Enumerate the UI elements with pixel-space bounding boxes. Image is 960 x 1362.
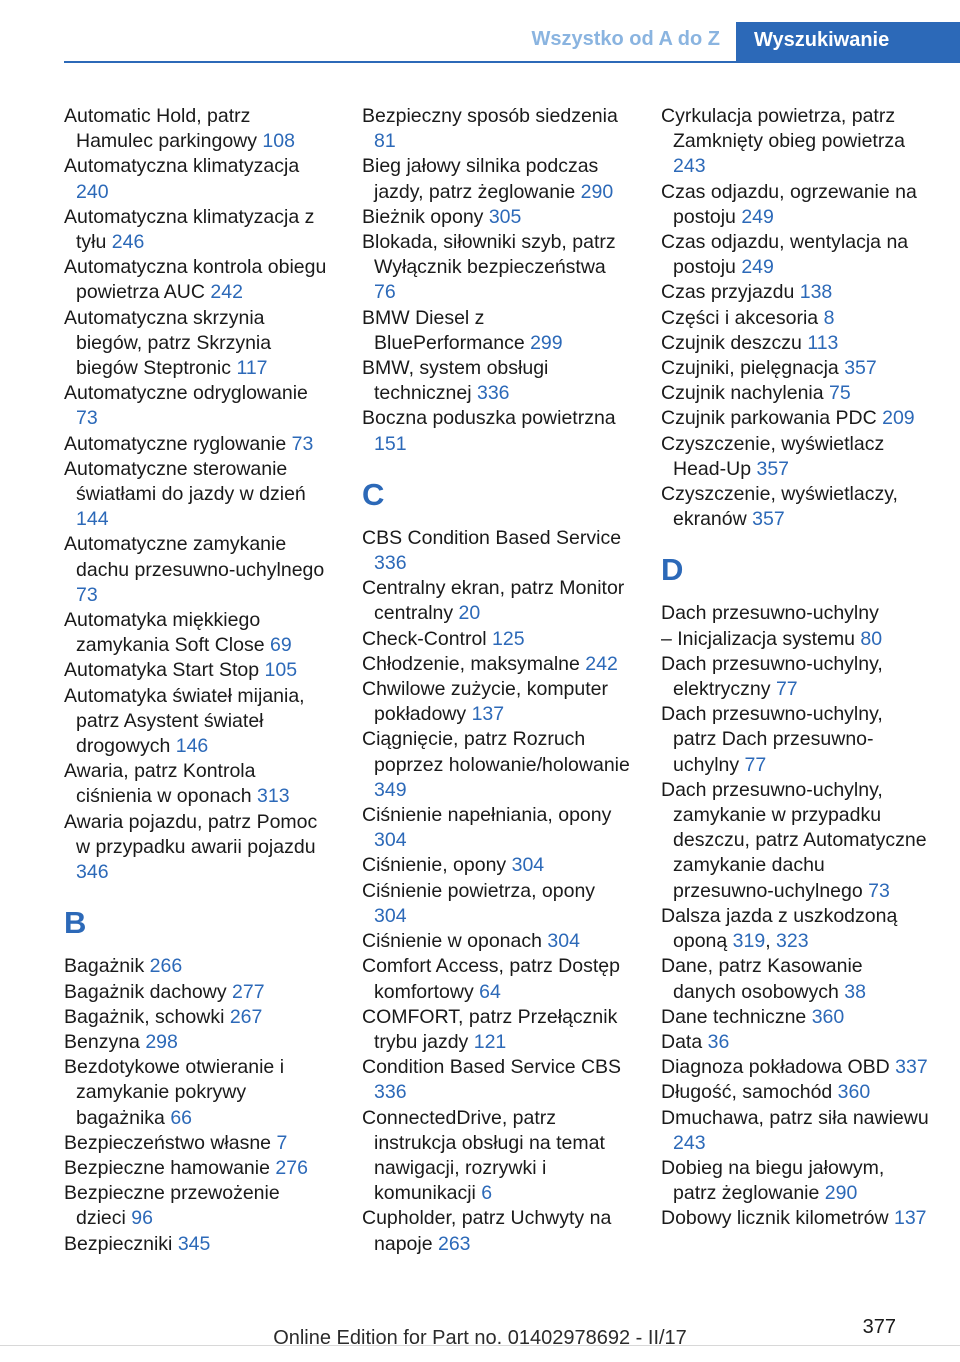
index-entry <box>661 601 929 626</box>
index-letter-heading: B <box>64 905 87 941</box>
page-reference-link[interactable]: 277 <box>232 980 265 1003</box>
index-entry <box>362 154 630 204</box>
page-reference-link[interactable]: 357 <box>844 357 877 380</box>
entry-term: Dach przesuwno-uchylny, patrz Dach przesuwno-uchylny <box>661 703 883 776</box>
index-entry <box>661 1080 929 1105</box>
entry-term: Części i akcesoria <box>661 306 824 329</box>
index-entry <box>362 526 630 576</box>
page-reference-link[interactable]: 81 <box>374 130 396 153</box>
page-reference-link[interactable]: 249 <box>741 256 774 279</box>
entry-term: Dobieg na biegu jałowym, patrz żeglowanie <box>661 1156 885 1205</box>
page-number: 377 <box>862 1316 896 1338</box>
entry-term: Dobowy licznik kilometrów <box>661 1207 894 1230</box>
page-reference-link[interactable]: 243 <box>673 1131 706 1154</box>
page-reference-link[interactable]: 336 <box>476 382 510 405</box>
page-reference-link[interactable]: 77 <box>744 753 767 776</box>
page-reference-link[interactable]: 96 <box>131 1207 153 1230</box>
page-reference-link[interactable]: 242 <box>210 281 243 304</box>
entry-term: Cupholder, patrz Uchwyty na napoje <box>362 1207 612 1255</box>
page-reference-link[interactable]: 240 <box>76 180 109 203</box>
page-reference-link[interactable]: 360 <box>837 1081 871 1104</box>
entry-term: Bieg jałowy silnika podczas jazdy, patrz żeglowanie <box>362 155 599 203</box>
index-entry <box>64 432 332 457</box>
page-reference-link[interactable]: 299 <box>530 331 563 354</box>
page-reference-link[interactable]: 80 <box>860 627 883 650</box>
entry-term: Automatyka miękkiego zamykania Soft Close <box>64 609 271 657</box>
index-entry <box>661 356 929 381</box>
entry-term: Bagażnik dachowy <box>64 980 233 1003</box>
index-entry <box>64 1030 332 1055</box>
entry-term: Ciśnienie napełniania, opony <box>362 804 612 827</box>
index-entry <box>64 954 332 979</box>
entry-term: CBS Condition Based Service <box>362 526 622 549</box>
index-entry <box>661 482 929 532</box>
index-entry <box>64 154 332 204</box>
index-entry <box>661 1156 929 1206</box>
page-reference-link[interactable]: 242 <box>585 652 618 675</box>
index-entry <box>362 803 630 853</box>
entry-term: Boczna poduszka powietrzna <box>362 407 616 430</box>
entry-term: Awaria pojazdu, patrz Pomoc w przypadku awarii pojazdu <box>64 810 318 858</box>
index-entry <box>362 356 630 406</box>
page-reference-link[interactable]: 7 <box>276 1131 288 1154</box>
page-reference-link[interactable]: 266 <box>149 955 183 978</box>
index-column-1 <box>64 104 332 1257</box>
entry-term: Automatyka świateł mijania, patrz Asystent świateł drogowych <box>64 684 305 758</box>
page-reference-link[interactable]: 319 <box>732 930 766 953</box>
page-reference-link[interactable]: 263 <box>437 1232 471 1255</box>
entry-term: Bagażnik <box>64 955 150 978</box>
page-reference-link[interactable]: 304 <box>374 904 407 927</box>
page-reference-link[interactable]: 138 <box>799 281 833 304</box>
page-reference-link[interactable]: 267 <box>229 1005 263 1028</box>
index-entry <box>362 104 630 154</box>
index-entry: Dalsza jazda z uszkodzoną oponą 319, 323 <box>661 904 898 953</box>
active-tab[interactable]: Wyszukiwanie <box>736 22 960 63</box>
entry-term: Bezpieczny sposób siedzenia <box>362 105 618 127</box>
entry-term: Bezpieczne hamowanie <box>64 1156 276 1179</box>
index-entry <box>661 180 929 230</box>
page-reference-link[interactable]: 357 <box>756 457 790 480</box>
index-entry <box>362 576 630 626</box>
page-reference-link[interactable]: 125 <box>492 627 525 650</box>
index-entry <box>64 1055 332 1131</box>
entry-term: Chłodzenie, maksymalne <box>362 652 586 675</box>
index-entry <box>64 810 332 886</box>
page-reference-link[interactable]: 360 <box>811 1005 845 1028</box>
index-column-2 <box>362 104 630 1257</box>
entry-term: Czyszczenie, wyświetlaczy, ekranów <box>661 483 898 531</box>
page-reference-link[interactable]: 36 <box>707 1030 730 1053</box>
page-reference-link[interactable]: 249 <box>741 205 774 228</box>
entry-term: Automatic Hold, patrz Hamulec parkingowy <box>64 105 263 153</box>
page-reference-link[interactable]: 105 <box>264 659 298 682</box>
index-entry <box>64 104 332 154</box>
page-reference-link[interactable]: 73 <box>291 432 314 455</box>
entry-term: Czujnik deszczu <box>661 331 808 354</box>
entry-term: Automatyczne zamykanie dachu przesuwno-uchylnego <box>64 533 325 581</box>
index-letter-heading: D <box>661 552 684 588</box>
page-reference-link[interactable]: 345 <box>177 1232 211 1255</box>
entry-term: Automatyczne sterowanie światłami do jazdy w dzień <box>64 457 306 506</box>
page-reference-link[interactable]: 304 <box>374 829 407 852</box>
index-entry <box>362 677 630 727</box>
index-entry <box>64 658 332 683</box>
entry-term: Comfort Access, patrz Dostęp komfortowy <box>362 955 620 1003</box>
page-reference-link[interactable]: 20 <box>458 602 481 625</box>
entry-term: BMW, system obsługi technicznej <box>362 357 549 405</box>
page-reference-link[interactable]: 323 <box>776 930 809 953</box>
index-entry <box>661 954 929 1004</box>
page-reference-link[interactable]: 336 <box>374 552 407 575</box>
entry-term: Bezdotykowe otwieranie i zamykanie pokrywy bagażnika <box>64 1056 285 1129</box>
entry-term: Dalsza jazda z uszkodzoną oponą <box>661 904 898 953</box>
index-entry <box>362 853 630 878</box>
index-column-3 <box>661 104 929 1232</box>
entry-term: Czujniki, pielęgnacja <box>661 357 845 380</box>
index-entry <box>64 1131 332 1156</box>
page-header <box>0 0 960 64</box>
page-reference-link[interactable]: 73 <box>868 879 890 902</box>
entry-term: COMFORT, patrz Przełącznik trybu jazdy <box>362 1005 618 1053</box>
entry-term: Check-Control <box>362 627 493 650</box>
entry-term: Automatyczne ryglowanie <box>64 432 292 455</box>
page-reference-link[interactable]: 73 <box>76 407 98 430</box>
entry-term: Czas odjazdu, wentylacja na postoju <box>661 231 909 279</box>
index-entry <box>661 280 929 305</box>
entry-term: Czas przyjazdu <box>661 281 800 304</box>
entry-term: Automatyczna skrzynia biegów, patrz Skrzynia biegów Steptronic <box>64 306 272 380</box>
entry-term: Dane techniczne <box>661 1005 812 1028</box>
entry-term: Dach przesuwno-uchylny, zamykanie w przypadku deszczu, patrz Automatyczne zamykanie dachu przesuwno-uchylnego <box>661 778 927 902</box>
page-reference-link[interactable]: 137 <box>893 1207 927 1230</box>
page-reference-link[interactable]: 305 <box>488 205 522 228</box>
header-rule <box>64 61 960 63</box>
index-entry <box>64 684 332 760</box>
index-entry <box>362 652 630 677</box>
entry-term: Czujnik parkowania PDC <box>661 407 883 430</box>
index-entry <box>661 627 929 652</box>
footer-edition: Online Edition for Part no. 01402978692 - II/17 <box>273 1327 687 1349</box>
page-reference-link[interactable]: 117 <box>236 357 268 380</box>
entry-term: Dane, patrz Kasowanie danych osobowych <box>661 955 863 1003</box>
entry-term: Ciągnięcie, patrz Rozruch poprzez holowanie/holowanie <box>362 728 630 776</box>
entry-term: Długość, samochód <box>661 1081 838 1104</box>
page-reference-link[interactable]: 276 <box>275 1156 308 1179</box>
index-entry <box>362 1206 630 1256</box>
entry-term: Ciśnienie, opony <box>362 854 512 877</box>
index-entry <box>64 255 332 305</box>
entry-term: – Inicjalizacja systemu <box>661 627 861 650</box>
page-reference-link[interactable]: 121 <box>473 1030 507 1053</box>
entry-term: Automatyczna klimatyzacja <box>64 155 300 178</box>
page-reference-link[interactable]: 77 <box>775 678 798 701</box>
entry-term: Cyrkulacja powietrza, patrz Zamknięty obieg powietrza <box>661 105 905 153</box>
index-entry <box>362 230 630 306</box>
page-reference-link[interactable]: 6 <box>481 1182 493 1205</box>
page-reference-link[interactable]: 73 <box>76 583 98 606</box>
entry-term: Data <box>661 1030 708 1053</box>
entry-term: Bezpieczne przewożenie dzieci <box>64 1182 280 1230</box>
page-reference-link[interactable]: 146 <box>175 735 209 758</box>
page-reference-link[interactable]: 290 <box>580 180 614 203</box>
page-reference-link[interactable]: 313 <box>257 785 290 808</box>
index-entry <box>64 532 332 608</box>
entry-term: Czas odjazdu, ogrzewanie na postoju <box>661 180 917 228</box>
entry-term: Czyszczenie, wyświetlacz Head-Up <box>661 432 885 480</box>
entry-term: Bieżnik opony <box>362 205 489 228</box>
page-reference-link[interactable]: 304 <box>511 854 545 877</box>
entry-term: Ciśnienie powietrza, opony <box>362 879 596 902</box>
index-entry <box>64 1005 332 1030</box>
page-reference-link[interactable]: 76 <box>374 281 396 304</box>
page-reference-link[interactable]: 8 <box>823 306 835 329</box>
index-entry <box>661 1005 929 1030</box>
entry-term: Bezpieczniki <box>64 1232 178 1255</box>
index-entry <box>362 205 630 230</box>
index-entry <box>661 652 929 702</box>
page-reference-link[interactable]: 349 <box>374 778 407 801</box>
page-reference-link[interactable]: 357 <box>752 508 785 531</box>
entry-term: BMW Diesel z BluePerformance <box>362 306 531 354</box>
page-reference-link[interactable]: 243 <box>673 155 706 178</box>
page-reference-link[interactable]: 298 <box>145 1030 178 1053</box>
index-entry <box>362 929 630 954</box>
page-reference-link[interactable]: 151 <box>374 432 407 455</box>
page-reference-link[interactable]: 108 <box>262 130 295 153</box>
index-entry <box>64 205 332 255</box>
index-entry <box>362 879 630 929</box>
page-reference-link[interactable]: 69 <box>270 634 292 657</box>
page-reference-link[interactable]: 113 <box>807 331 839 354</box>
index-entry <box>661 406 929 431</box>
index-entry <box>64 759 332 809</box>
page-reference-link[interactable]: 66 <box>170 1106 193 1129</box>
entry-term: Bagażnik, schowki <box>64 1005 230 1028</box>
index-entry <box>362 1055 630 1105</box>
index-letter-heading: C <box>362 476 385 512</box>
index-entry <box>64 1232 332 1257</box>
index-entry <box>64 306 332 382</box>
entry-term: Diagnoza pokładowa OBD <box>661 1056 896 1079</box>
index-entry <box>661 331 929 356</box>
index-entry <box>661 432 929 482</box>
index-entry <box>661 381 929 406</box>
index-entry <box>362 1005 630 1055</box>
entry-term: Czujnik nachylenia <box>661 382 830 405</box>
index-entry <box>362 306 630 356</box>
index-entry <box>661 1206 929 1231</box>
page-reference-link[interactable]: 346 <box>76 861 109 884</box>
entry-term: Blokada, siłowniki szyb, patrz Wyłącznik bezpieczeństwa <box>362 231 616 279</box>
index-entry <box>362 627 630 652</box>
entry-term: Centralny ekran, patrz Monitor centralny <box>362 577 625 625</box>
entry-term: Dach przesuwno-uchylny <box>661 602 879 625</box>
entry-term: Bezpieczeństwo własne <box>64 1131 277 1154</box>
index-entry <box>64 381 332 431</box>
page-reference-link[interactable]: 246 <box>111 231 145 254</box>
page-reference-link[interactable]: 337 <box>895 1056 928 1079</box>
page-reference-link[interactable]: 336 <box>374 1081 407 1104</box>
entry-term: Ciśnienie w oponach <box>362 930 548 953</box>
page-reference-link[interactable]: 144 <box>76 508 109 531</box>
index-entry <box>362 727 630 803</box>
section-tab[interactable]: Wszystko od A do Z <box>531 28 720 50</box>
index-entry <box>362 954 630 1004</box>
entry-term: Condition Based Service CBS <box>362 1056 622 1079</box>
index-entry <box>64 980 332 1005</box>
index-entry <box>661 1106 929 1156</box>
index-entry <box>362 1106 630 1207</box>
entry-term: Automatyczna klimatyzacja z tyłu <box>64 205 315 254</box>
index-entry <box>661 306 929 331</box>
entry-term: Automatyczne odryglowanie <box>64 382 308 405</box>
entry-term: Chwilowe zużycie, komputer pokładowy <box>362 678 609 726</box>
entry-term: Awaria, patrz Kontrola ciśnienia w oponach <box>64 760 258 808</box>
page-reference-link[interactable]: 290 <box>824 1182 858 1205</box>
index-entry <box>661 778 929 904</box>
page-reference-link[interactable]: 75 <box>829 382 851 405</box>
index-entry <box>362 406 630 456</box>
entry-term: Automatyka Start Stop <box>64 659 265 682</box>
index-entry <box>661 1055 929 1080</box>
index-entry <box>661 104 929 180</box>
index-entry <box>64 608 332 658</box>
index-entry <box>64 1181 332 1231</box>
page-reference-link[interactable]: 64 <box>479 980 501 1003</box>
index-entry <box>661 702 929 778</box>
index-entry <box>64 457 332 533</box>
entry-term: ConnectedDrive, patrz instrukcja obsługi na temat nawigacji, rozrywki i komunikacji <box>362 1106 605 1205</box>
page-reference-link[interactable]: 38 <box>844 980 866 1003</box>
page-reference-link[interactable]: 209 <box>882 407 915 430</box>
entry-term: Benzyna <box>64 1030 146 1053</box>
index-entry <box>64 1156 332 1181</box>
index-entry <box>661 230 929 280</box>
entry-term: Dach przesuwno-uchylny, elektryczny <box>661 652 883 701</box>
page-reference-link[interactable]: 137 <box>471 703 505 726</box>
index-entry <box>661 1030 929 1055</box>
entry-term: Dmuchawa, patrz siła nawiewu <box>661 1106 929 1129</box>
page-reference-link[interactable]: 304 <box>547 930 580 953</box>
entry-term: Automatyczna kontrola obiegu powietrza AUC <box>64 256 327 304</box>
